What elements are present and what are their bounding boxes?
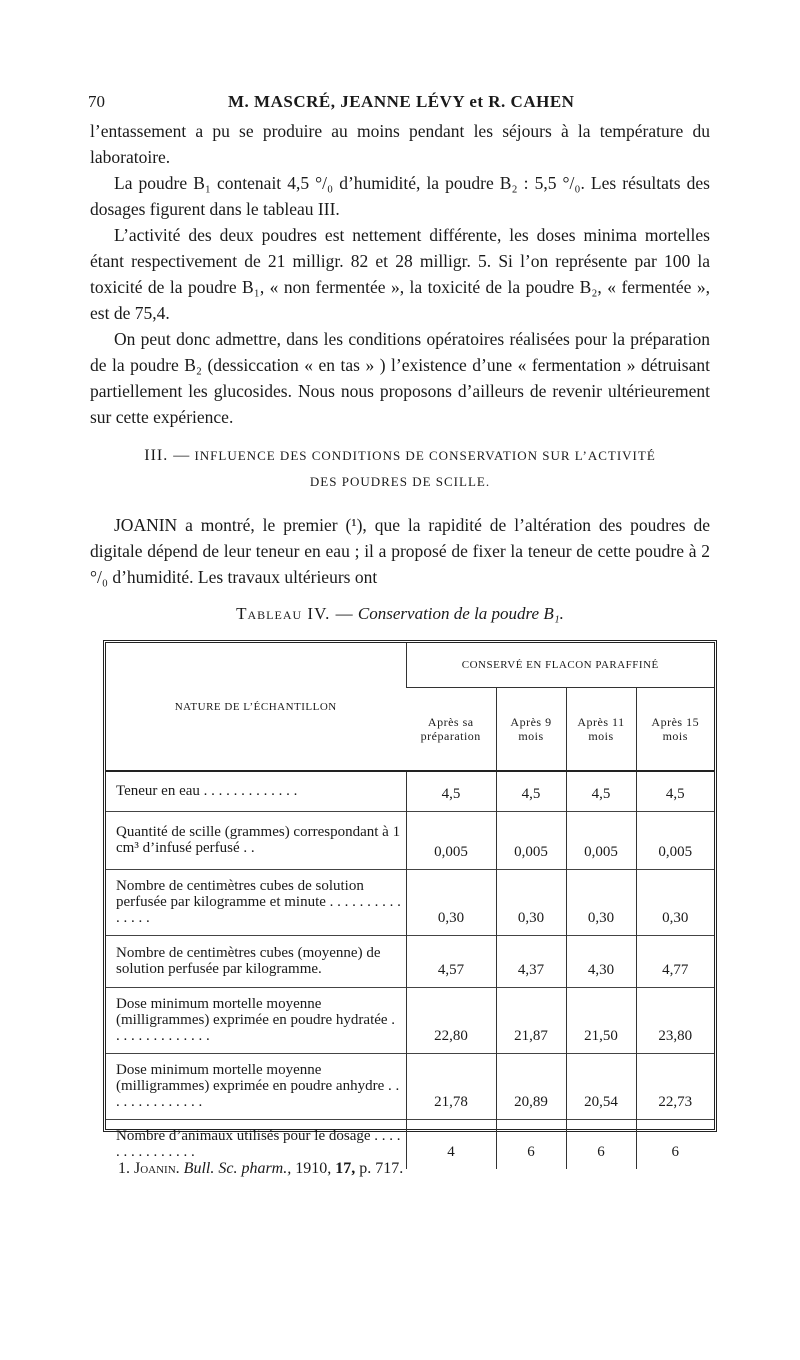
table-cell: 4 <box>406 1119 496 1169</box>
table-cell: 0,005 <box>636 811 714 869</box>
table-cell: 20,89 <box>496 1053 566 1119</box>
paragraph-2 <box>90 170 710 222</box>
footnote-author: Joanin. <box>134 1160 180 1177</box>
paragraph-2-text: La poudre B₁ contenait 4,5 °/₀ d’humidité, la poudre B₂ : 5,5 °/₀. Les résultats des dosages figurent dans le tableau III. <box>90 173 710 219</box>
table-cell: 23,80 <box>636 987 714 1053</box>
section-title-line-2: DES POUDRES DE SCILLE. <box>309 474 491 489</box>
table-cell: 22,73 <box>636 1053 714 1119</box>
row-label: Nombre de centimètres cubes de solution perfusée par kilogramme et minute . . . . . . . . . . . . . . . <box>116 878 401 926</box>
paragraph-5-text: JOANIN a montré, le premier (¹), que la rapidité de l’altération des poudres de digitale dépend de leur teneur en eau ; il a proposé de fixer la teneur de cette poudre à 2 °/₀ d’humidité. Les travaux ultérieurs ont <box>90 515 710 587</box>
paragraph-4 <box>90 326 710 430</box>
section-heading-line-1 <box>90 443 710 469</box>
table-cell: 22,80 <box>406 987 496 1053</box>
table-cell: 6 <box>566 1119 636 1169</box>
table-cell: 4,5 <box>406 771 496 811</box>
table-cell: 0,005 <box>566 811 636 869</box>
paragraph-5 <box>90 512 710 590</box>
table-cell: 4,30 <box>566 935 636 987</box>
table-cell: 21,87 <box>496 987 566 1053</box>
group-header: CONSERVÉ EN FLACON PARAFFINÉ <box>406 643 714 688</box>
table-row <box>106 811 714 869</box>
row-label: Dose minimum mortelle moyenne (milligrammes) exprimée en poudre hydratée . . . . . . . . . . . . . . <box>116 996 396 1044</box>
table-cell: 4,5 <box>636 771 714 811</box>
table-caption-label: Tableau IV. — <box>236 604 354 623</box>
table-row <box>106 771 714 811</box>
table-cell: 0,005 <box>406 811 496 869</box>
paragraph-3 <box>90 222 710 326</box>
table-cell: 6 <box>636 1119 714 1169</box>
table-cell: 4,37 <box>496 935 566 987</box>
paragraph-4-text: On peut donc admettre, dans les conditions opératoires réalisées pour la préparation de la poudre B₂ (dessiccation « en tas » ) l’existence d’une « fermentation » détruisant partiellement les glucosides. Nous nous proposons d’ailleurs de revenir ultérieurement sur cette expérience. <box>90 329 710 427</box>
table-cell: 6 <box>496 1119 566 1169</box>
table-cell: 21,50 <box>566 987 636 1053</box>
table-cell: 0,30 <box>636 869 714 935</box>
row-label: Nombre de centimètres cubes (moyenne) de solution perfusée par kilogramme. <box>116 945 381 977</box>
footnote <box>118 1160 403 1178</box>
paragraph-1 <box>90 118 710 170</box>
column-header: Après sa préparation <box>406 688 496 772</box>
table-cell: 0,30 <box>496 869 566 935</box>
section-heading <box>90 443 710 495</box>
table-row <box>106 935 714 987</box>
table-cell: 4,77 <box>636 935 714 987</box>
section-title-line-1: INFLUENCE DES CONDITIONS DE CONSERVATION SUR L’ACTIVITÉ <box>194 448 656 463</box>
table-row <box>106 869 714 935</box>
table-caption-title: Conservation de la poudre B₁. <box>357 604 564 623</box>
table-cell: 0,30 <box>566 869 636 935</box>
row-label: Teneur en eau . . . . . . . . . . . . . <box>116 783 298 800</box>
conservation-table <box>106 643 714 1169</box>
table-cell: 21,78 <box>406 1053 496 1119</box>
column-header: Après 15 mois <box>636 688 714 772</box>
table-row <box>106 1053 714 1119</box>
nature-header: NATURE DE L’ÉCHANTILLON <box>106 643 406 771</box>
footnote-volume: 17, <box>335 1160 356 1177</box>
row-label: Quantité de scille (grammes) correspondant à 1 cm³ d’infusé perfusé . . <box>116 824 401 856</box>
row-label: Dose minimum mortelle moyenne (milligrammes) exprimée en poudre anhydre . . . . . . . . . . . . . . <box>116 1062 400 1110</box>
table-caption <box>90 604 710 624</box>
running-head: M. MASCRÉ, JEANNE LÉVY et R. CAHEN <box>228 92 575 111</box>
table-cell: 4,57 <box>406 935 496 987</box>
data-table <box>103 640 717 1161</box>
row-label: Nombre d’animaux utilisés pour le dosage . . . . . . . . . . . . . . . <box>116 1128 401 1161</box>
footnote-marker: 1. <box>118 1160 130 1177</box>
page-header <box>88 92 708 114</box>
column-header: Après 9 mois <box>496 688 566 772</box>
paragraph-3-text: L’activité des deux poudres est nettement différente, les doses minima mortelles étant respectivement de 21 milligr. 82 et 28 milligr. 5. Si l’on représente par 100 la toxicité de la poudre B₁, « non fermentée », la toxicité de la poudre B₂, « fermentée », est de 75,4. <box>90 225 710 323</box>
table-row <box>106 987 714 1053</box>
paragraph-1-text: l’entassement a pu se produire au moins pendant les séjours à la température du laboratoire. <box>90 121 710 167</box>
table-cell: 20,54 <box>566 1053 636 1119</box>
column-header: Après 11 mois <box>566 688 636 772</box>
table-cell: 0,005 <box>496 811 566 869</box>
table-cell: 0,30 <box>406 869 496 935</box>
section-number: III. — <box>144 447 191 464</box>
footnote-page: p. 717. <box>359 1160 404 1177</box>
table-cell: 4,5 <box>566 771 636 811</box>
table-cell: 4,5 <box>496 771 566 811</box>
page-number: 70 <box>88 92 105 111</box>
footnote-journal: Bull. Sc. pharm., <box>183 1160 292 1177</box>
footnote-year: 1910, <box>295 1160 332 1177</box>
